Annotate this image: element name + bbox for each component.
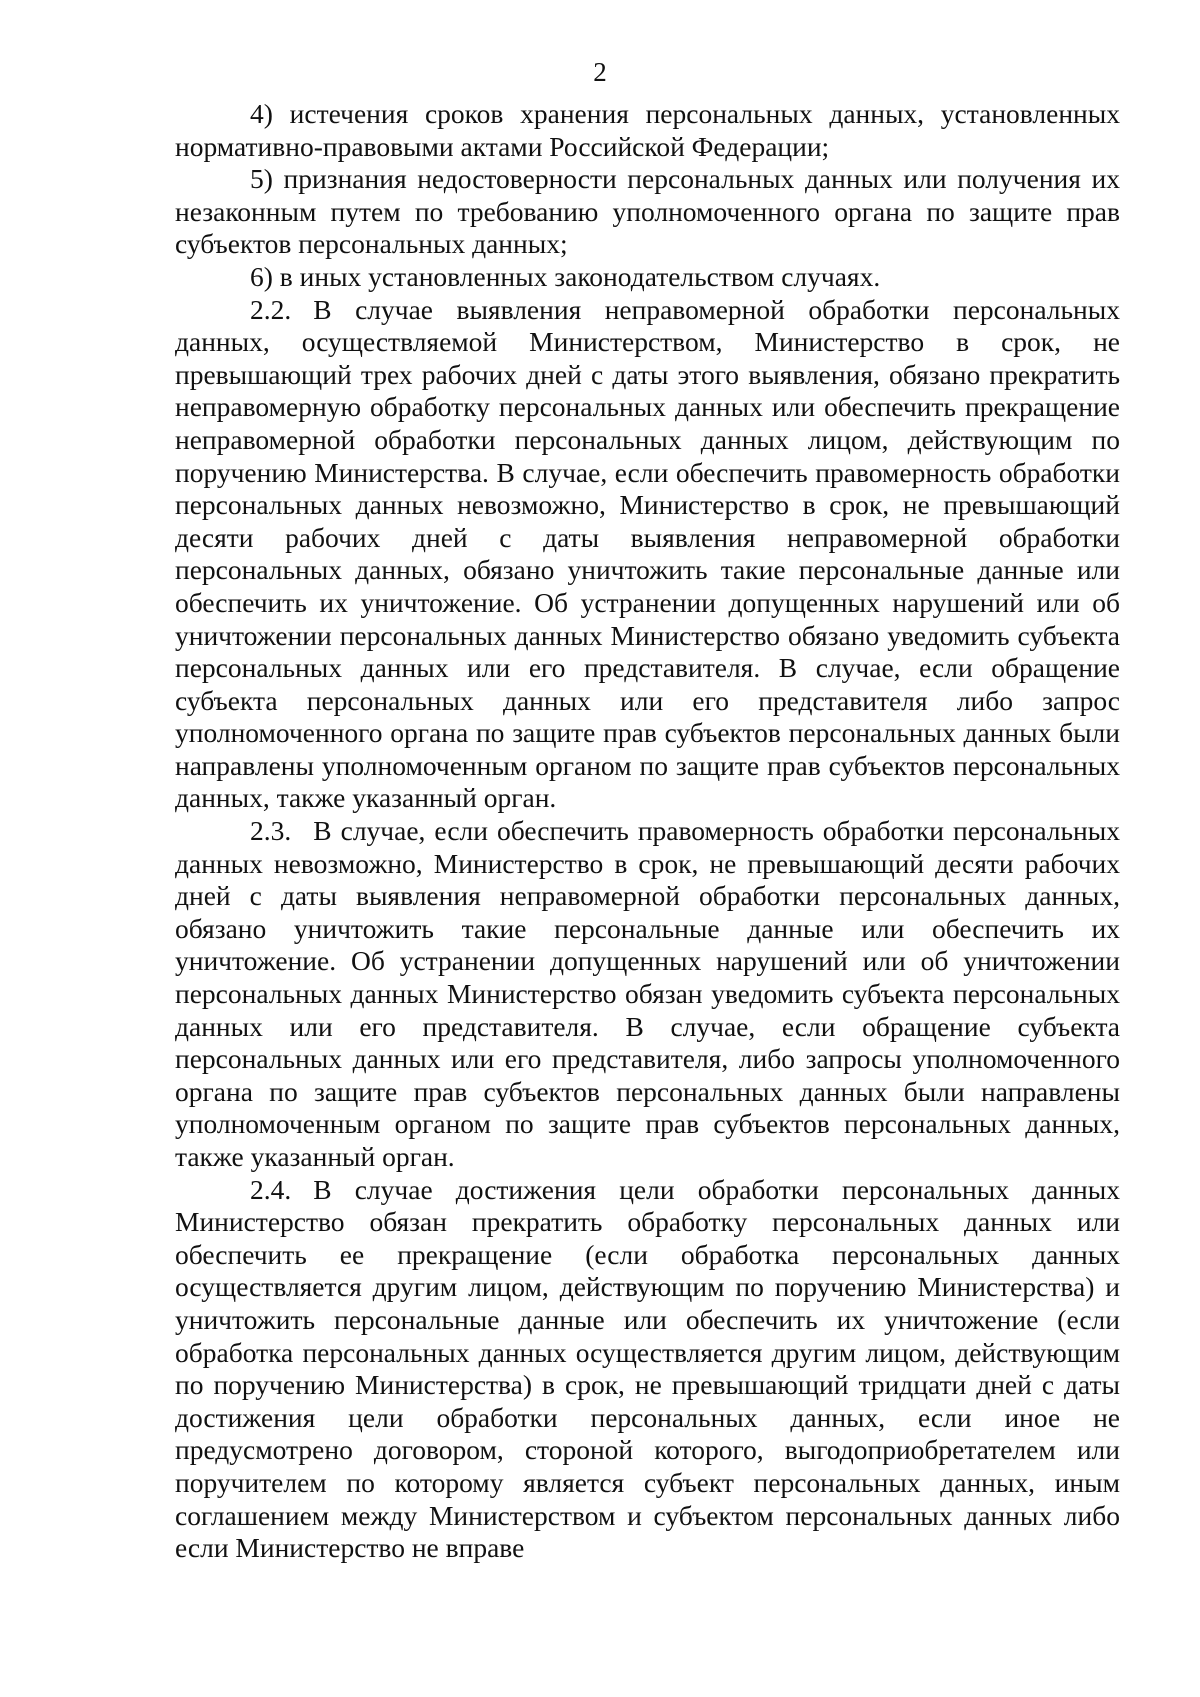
paragraph-text: 6) в иных установленных законодательством случаях. <box>250 260 881 292</box>
clause-number: 2.2. <box>250 293 292 325</box>
clause-2-2 <box>175 294 1120 816</box>
paragraph-text: В случае достижения цели обработки персональных данных Министерство обязан прекратить обработку персональных данных или обеспечить ее прекращение (если обработка персональных данных осуществляется другим лицом, действующим по поручению Министерства) и уничтожить персональные данные или обеспечить их уничтожение (если обработка персональных данных осуществляется другим лицом, действующим по поручению Министерства) в срок, не превышающий тридцати дней с даты достижения цели обработки персональных данных, если иное не предусмотрено договором, стороной которого, выгодоприобретателем или поручителем по которому является субъект персональных данных, иным соглашением между Министерством и субъектом персональных данных либо если Министерство не вправе <box>175 1173 1120 1564</box>
list-item-5 <box>175 163 1120 261</box>
page-number: 2 <box>593 57 607 87</box>
paragraph-text: 5) признания недостоверности персональных данных или получения их незаконным путем по требованию уполномоченного органа по защите прав субъектов персональных данных; <box>175 163 1120 260</box>
clause-number: 2.3. <box>250 815 292 847</box>
list-item-6 <box>175 261 1120 294</box>
document-body <box>175 98 1120 1565</box>
clause-number: 2.4. <box>250 1173 292 1205</box>
clause-2-4 <box>175 1174 1120 1565</box>
clause-2-3 <box>175 815 1120 1174</box>
paragraph-text: 4) истечения сроков хранения персональных данных, установленных нормативно-правовыми актами Российской Федерации; <box>175 98 1120 162</box>
list-item-4 <box>175 98 1120 163</box>
paragraph-text: В случае выявления неправомерной обработки персональных данных, осуществляемой Министерством, Министерство в срок, не превышающий трех рабочих дней с даты этого выявления, обязано прекратить неправомерную обработку персональных данных или обеспечить прекращение неправомерной обработки персональных данных лицом, действующим по поручению Министерства. В случае, если обеспечить правомерность обработки персональных данных невозможно, Министерство в срок, не превышающий десяти рабочих дней с даты выявления неправомерной обработки персональных данных, обязано уничтожить такие персональные данные или обеспечить их уничтожение. Об устранении допущенных нарушений или об уничтожении персональных данных Министерство обязано уведомить субъекта персональных данных или его представителя. В случае, если обращение субъекта персональных данных или его представителя либо запрос уполномоченного органа по защите прав субъектов персональных данных были направлены уполномоченным органом по защите прав субъектов персональных данных, также указанный орган. <box>175 293 1120 814</box>
paragraph-text: В случае, если обеспечить правомерность обработки персональных данных невозможно, Министерство в срок, не превышающий десяти рабочих дней с даты выявления неправомерной обработки персональных данных, обязано уничтожить такие персональные данные или обеспечить их уничтожение. Об устранении допущенных нарушений или об уничтожении персональных данных Министерство обязан уведомить субъекта персональных данных или его представителя. В случае, если обращение субъекта персональных данных или его представителя, либо запросы уполномоченного органа по защите прав субъектов персональных данных были направлены уполномоченным органом по защите прав субъектов персональных данных, также указанный орган. <box>175 815 1120 1172</box>
